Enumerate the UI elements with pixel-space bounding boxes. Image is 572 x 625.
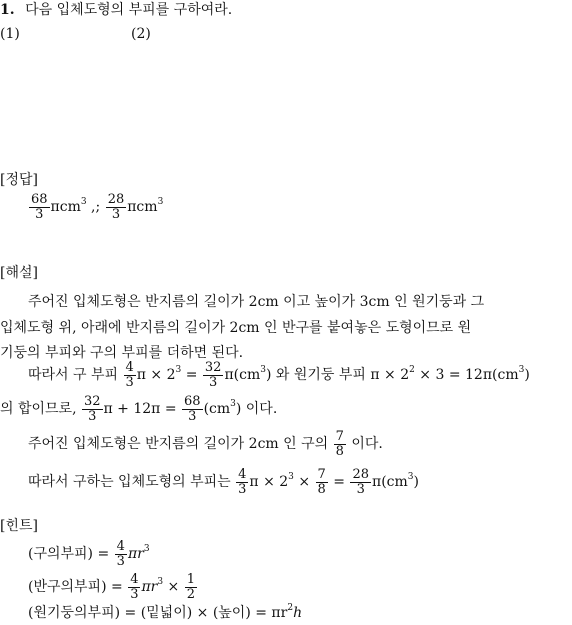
- problem-text: 다음 입체도형의 부피를 구하여라.: [25, 2, 233, 18]
- problem-line: [0, 0, 232, 20]
- label-2: (2): [131, 26, 151, 42]
- answer-fraction-2: $\frac{28}{3}$: [107, 191, 125, 222]
- explanation-p4: 주어진 입체도형은 반지름의 길이가 2cm 인 구의 $\frac{7}{8}$ 이다.: [28, 428, 383, 459]
- hint-header: [힌트]: [0, 518, 38, 534]
- sub-labels: [0, 24, 151, 44]
- answer-line: $\frac{68}{3}$ πcm$^3$ ,; $\frac{28}{3}$ πcm$^3$: [31, 191, 164, 222]
- explanation-p1-line1: 주어진 입체도형은 반지름의 길이가 2cm 이고 높이가 3cm 인 원기둥과 그: [28, 294, 485, 310]
- explanation-p1-line3: 기둥의 부피와 구의 부피를 더하면 된다.: [0, 345, 244, 361]
- explanation-header: [해설]: [0, 265, 38, 281]
- explanation-p3: 의 합이므로, $\frac{32}{3}$ π + 12π = $\frac{68}{3}$ $(cm^3)$ 이다.: [0, 393, 278, 424]
- hint-1: (구의부피) = $\frac{4}{3}$ $\pi r^3$: [28, 538, 150, 569]
- hint-3: (원기둥의부피) = (밑넓이) × (높이) = $\pi r^2h$: [28, 603, 303, 621]
- explanation-p2: 따라서 구 부피 $\frac{4}{3}$ $\pi \times 2^3$ = $\frac{32}{3}$ $\pi(cm^3)$ 와 원기둥 부피 $\pi \times 2^2 \times 3 = 12\pi(cm^3)$: [28, 359, 530, 390]
- explanation-p5: 따라서 구하는 입체도형의 부피는 $\frac{4}{3}$ $\pi \times 2^3$ × $\frac{7}{8}$ = $\frac{28}{3}$ $\pi(cm^3)$: [28, 466, 419, 497]
- hint-2: (반구의부피) = $\frac{4}{3}$ $\pi r^3$ × $\frac{1}{2}$: [28, 571, 196, 602]
- problem-number: 1.: [0, 2, 15, 18]
- answer-fraction-1: $\frac{68}{3}$: [31, 191, 48, 222]
- explanation-p1-line2: 입체도형 위, 아래에 반지름의 길이가 2cm 인 반구를 붙여놓은 도형이므로 원: [0, 320, 472, 336]
- label-1: (1): [0, 26, 20, 42]
- answer-header: [정답]: [0, 172, 38, 188]
